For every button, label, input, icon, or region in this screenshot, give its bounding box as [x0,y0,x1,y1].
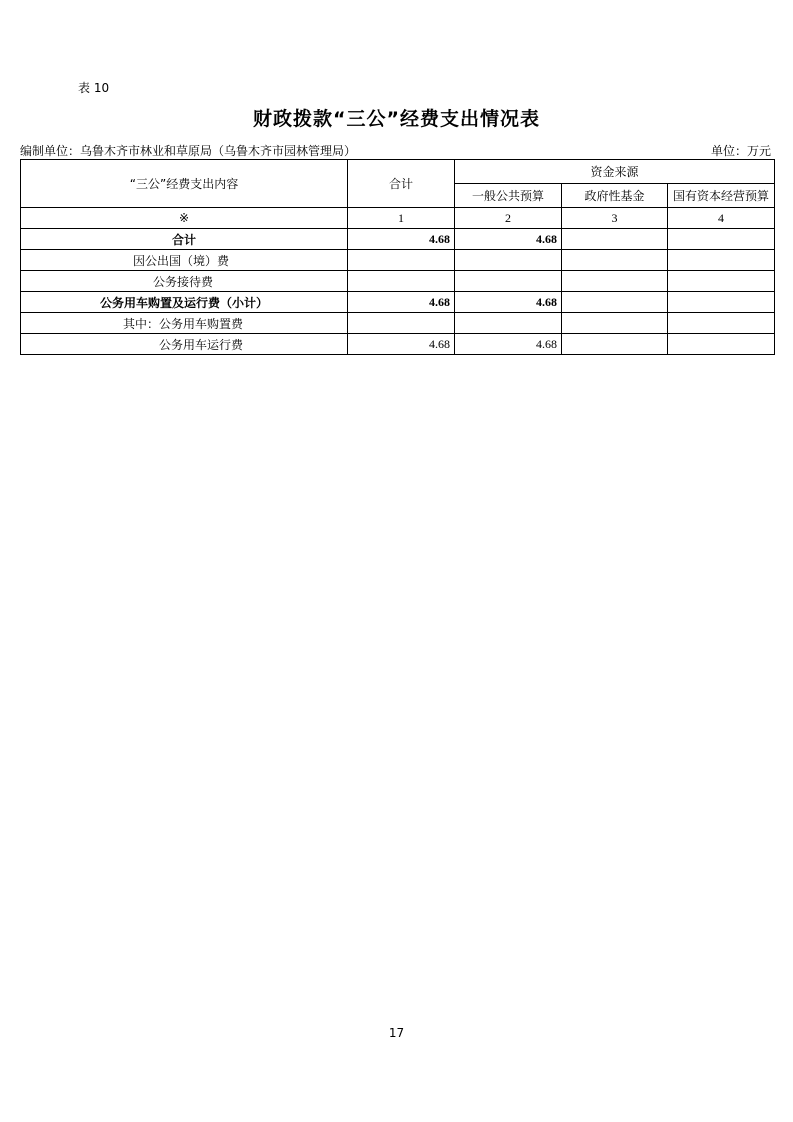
table-row [21,229,775,250]
cell-total [348,271,455,292]
document-title: 财政拨款“三公”经费支出情况表 [253,108,540,130]
table-row [21,250,775,271]
cell-general: 4.68 [455,292,562,313]
index-row [21,208,775,229]
cell-total: 4.68 [348,334,455,355]
row-label: 其中：公务用车购置费 [21,313,348,334]
index-cell: 2 [455,208,562,229]
table-row [21,334,775,355]
cell-capital [668,292,775,313]
cell-fund [562,250,668,271]
header-item: “三公”经费支出内容 [21,160,348,208]
row-label: 公务用车购置及运行费（小计） [21,292,348,313]
cell-fund [562,334,668,355]
header-total: 合计 [348,160,455,208]
table-number: 表 10 [78,81,110,95]
cell-total [348,313,455,334]
cell-capital [668,229,775,250]
cell-fund [562,229,668,250]
row-label: 公务用车运行费 [21,334,348,355]
cell-general [455,313,562,334]
table-row [21,313,775,334]
header-general-budget: 一般公共预算 [455,184,562,208]
header-source-group: 资金来源 [455,160,775,184]
index-cell: 1 [348,208,455,229]
table-row [21,271,775,292]
cell-capital [668,334,775,355]
cell-fund [562,292,668,313]
cell-general [455,271,562,292]
table-row [21,292,775,313]
cell-general: 4.68 [455,229,562,250]
cell-general [455,250,562,271]
three-public-expenses-table [20,159,775,355]
cell-general: 4.68 [455,334,562,355]
header-gov-fund: 政府性基金 [562,184,668,208]
cell-capital [668,271,775,292]
cell-fund [562,313,668,334]
cell-total: 4.68 [348,229,455,250]
header-row-1 [21,160,775,184]
cell-capital [668,313,775,334]
cell-capital [668,250,775,271]
header-state-capital: 国有资本经营预算 [668,184,775,208]
compiling-unit: 编制单位：乌鲁木齐市林业和草原局（乌鲁木齐市园林管理局） [20,144,357,158]
index-cell: 4 [668,208,775,229]
index-cell: 3 [562,208,668,229]
row-label: 公务接待费 [21,271,348,292]
row-label: 合计 [21,229,348,250]
row-label: 因公出国（境）费 [21,250,348,271]
index-cell: ※ [21,208,348,229]
cell-total: 4.68 [348,292,455,313]
cell-total [348,250,455,271]
currency-unit: 单位：万元 [710,144,771,158]
cell-fund [562,271,668,292]
page-number: 17 [388,1026,405,1040]
